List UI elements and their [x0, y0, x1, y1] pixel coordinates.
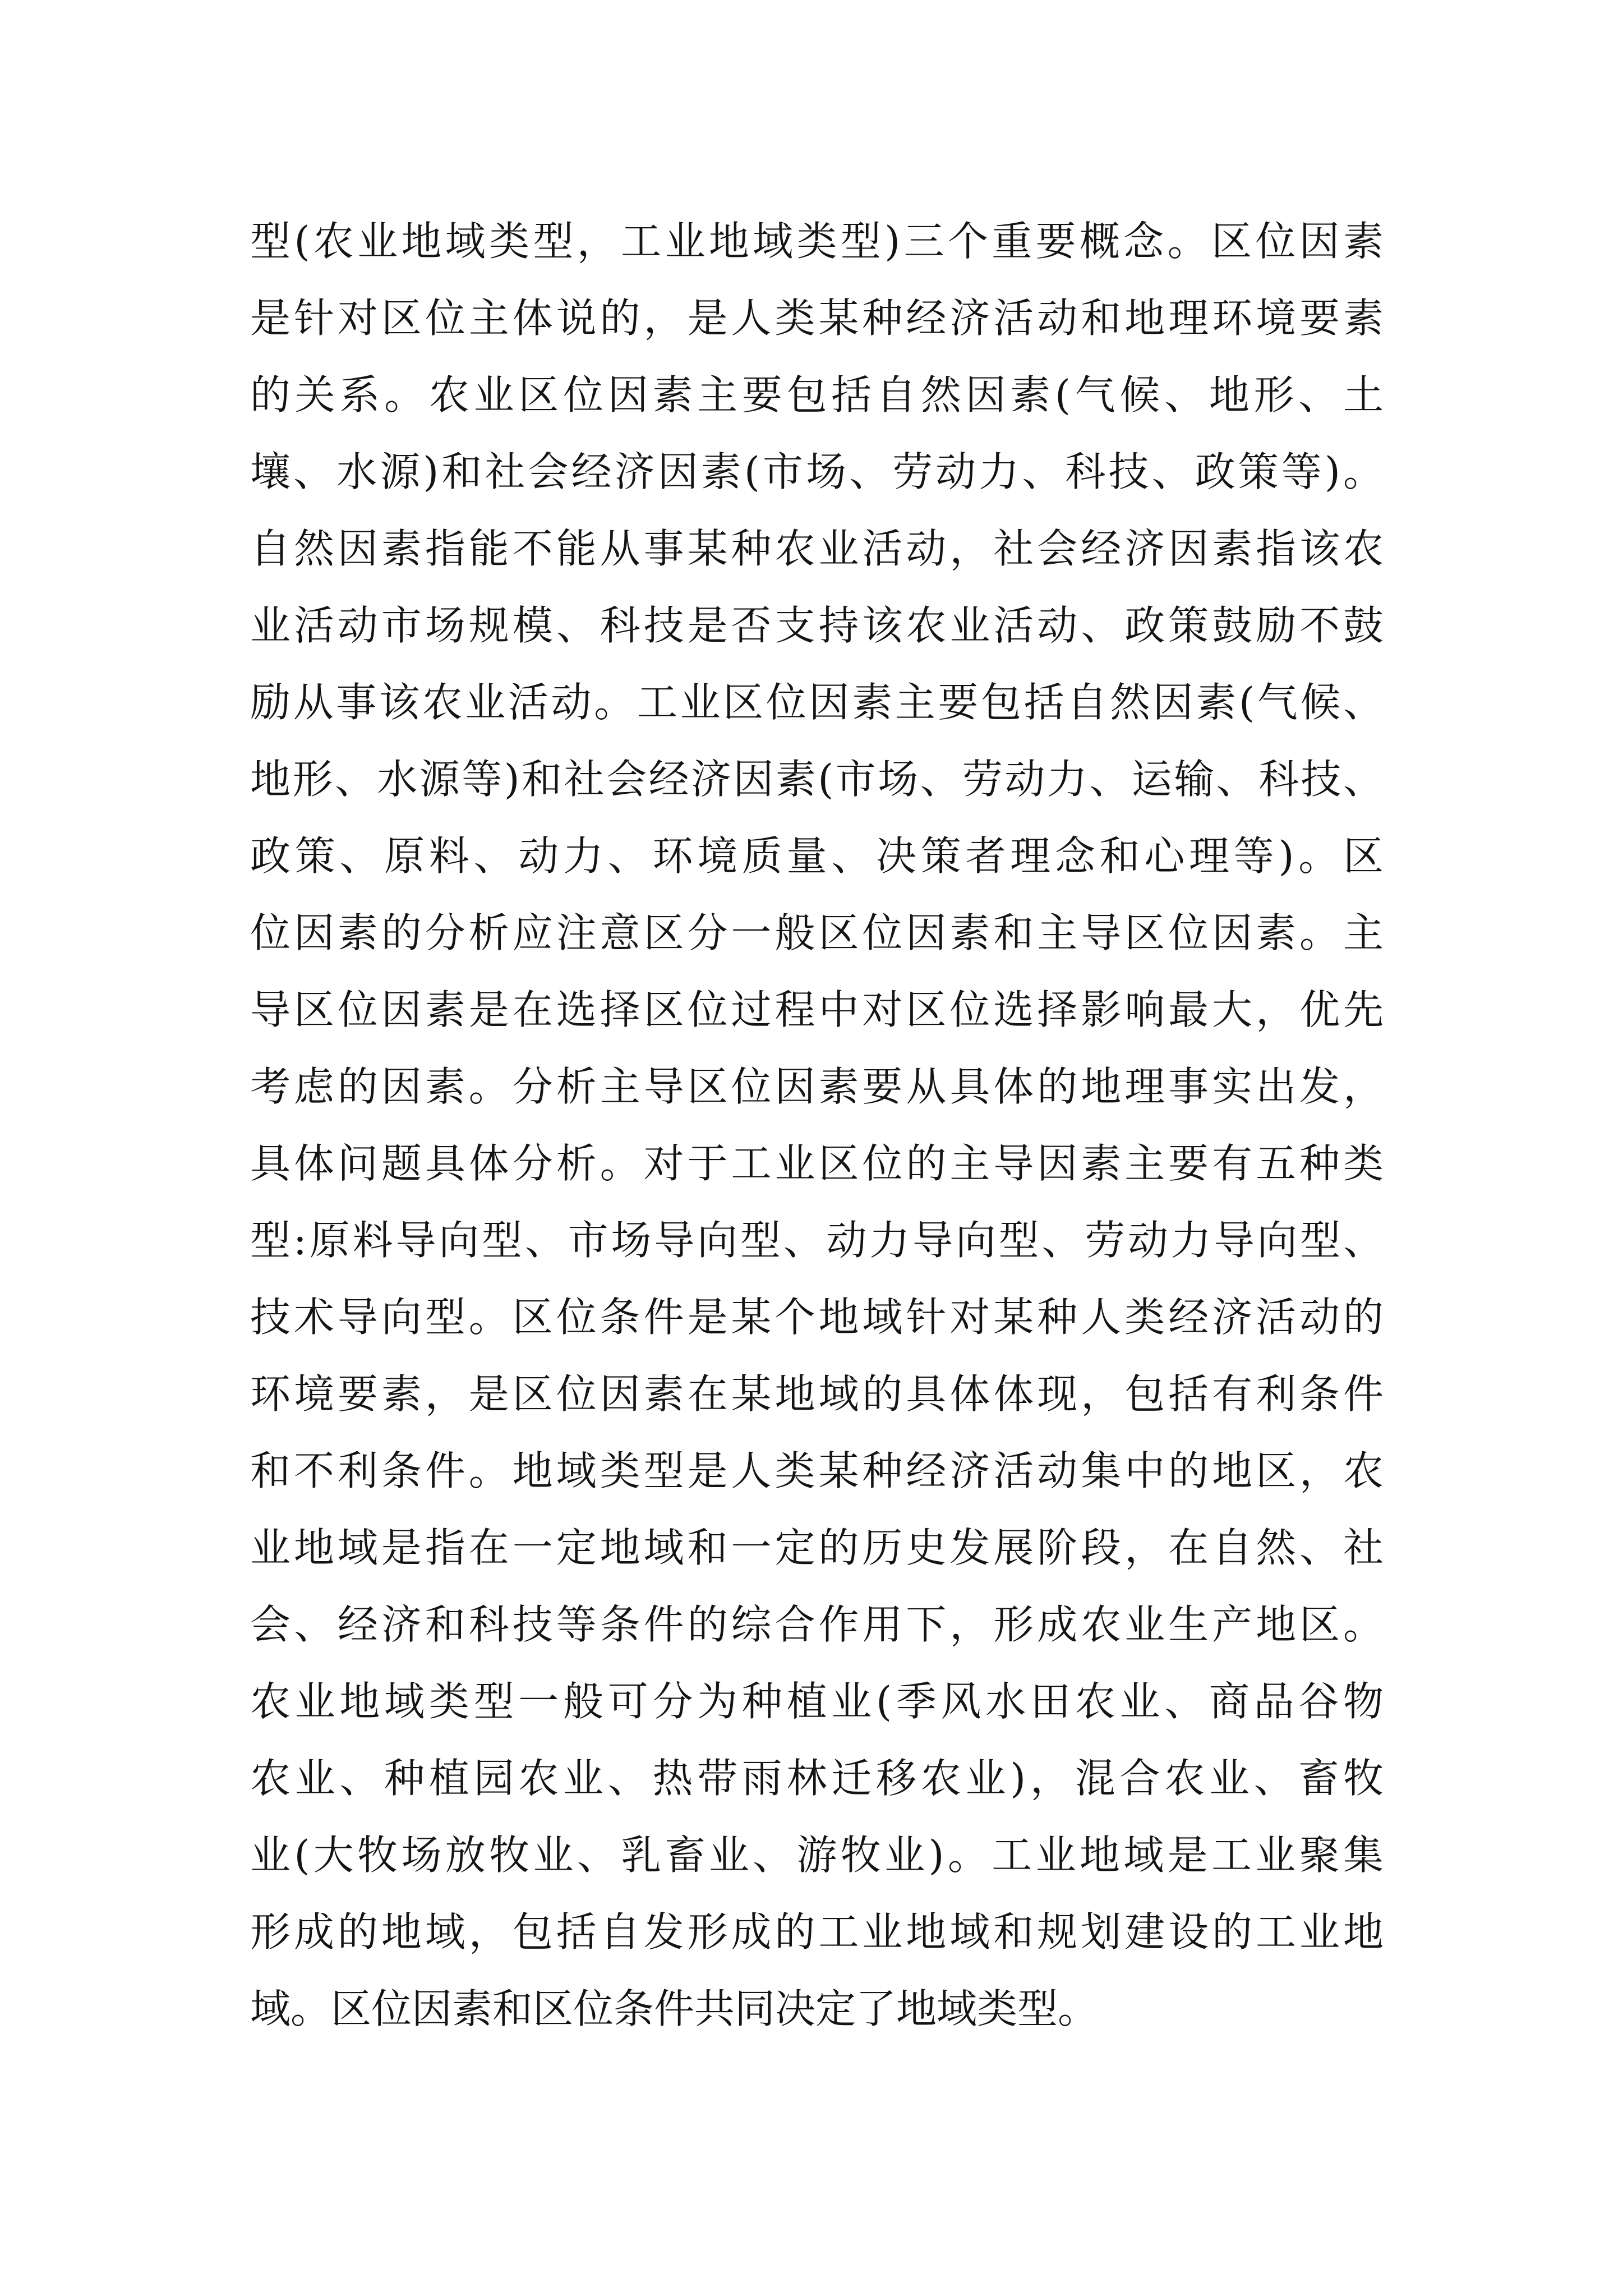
- text-line: 的关系。农业区位因素主要包括自然因素(气候、地形、土: [250, 371, 1384, 418]
- text-line: 地形、水源等)和社会经济因素(市场、劳动力、运输、科技、: [250, 756, 1384, 803]
- text-line: 会、经济和科技等条件的综合作用下，形成农业生产地区。: [250, 1601, 1384, 1648]
- text-line: 壤、水源)和社会经济因素(市场、劳动力、科技、政策等)。: [250, 448, 1384, 495]
- text-line: 自然因素指能不能从事某种农业活动，社会经济因素指该农: [250, 525, 1384, 572]
- text-line-last: 域。区位因素和区位条件共同决定了地域类型。: [250, 1985, 1099, 2032]
- text-line: 业(大牧场放牧业、乳畜业、游牧业)。工业地域是工业聚集: [250, 1832, 1384, 1879]
- text-line: 导区位因素是在选择区位过程中对区位选择影响最大，优先: [250, 986, 1384, 1033]
- text-line: 和不利条件。地域类型是人类某种经济活动集中的地区，农: [250, 1447, 1384, 1494]
- text-line: 政策、原料、动力、环境质量、决策者理念和心理等)。区: [250, 832, 1384, 880]
- text-line: 具体问题具体分析。对于工业区位的主导因素主要有五种类: [250, 1140, 1384, 1187]
- text-line: 形成的地域，包括自发形成的工业地域和规划建设的工业地: [250, 1908, 1384, 1955]
- text-line: 业活动市场规模、科技是否支持该农业活动、政策鼓励不鼓: [250, 602, 1384, 649]
- text-line: 励从事该农业活动。工业区位因素主要包括自然因素(气候、: [250, 679, 1384, 726]
- text-line: 型:原料导向型、市场导向型、动力导向型、劳动力导向型、: [250, 1217, 1384, 1264]
- text-line: 农业、种植园农业、热带雨林迁移农业)，混合农业、畜牧: [250, 1755, 1384, 1802]
- text-line: 位因素的分析应注意区分一般区位因素和主导区位因素。主: [250, 909, 1384, 956]
- text-line: 是针对区位主体说的，是人类某种经济活动和地理环境要素: [250, 295, 1384, 342]
- text-line: 业地域是指在一定地域和一定的历史发展阶段，在自然、社: [250, 1524, 1384, 1571]
- body-paragraph: [250, 203, 1384, 2047]
- text-line: 考虑的因素。分析主导区位因素要从具体的地理事实出发，: [250, 1063, 1384, 1110]
- text-line: 技术导向型。区位条件是某个地域针对某种人类经济活动的: [250, 1294, 1384, 1341]
- text-line: 农业地域类型一般可分为种植业(季风水田农业、商品谷物: [250, 1678, 1384, 1725]
- text-line: 环境要素，是区位因素在某地域的具体体现，包括有利条件: [250, 1370, 1384, 1418]
- text-line: 型(农业地域类型，工业地域类型)三个重要概念。区位因素: [250, 218, 1384, 265]
